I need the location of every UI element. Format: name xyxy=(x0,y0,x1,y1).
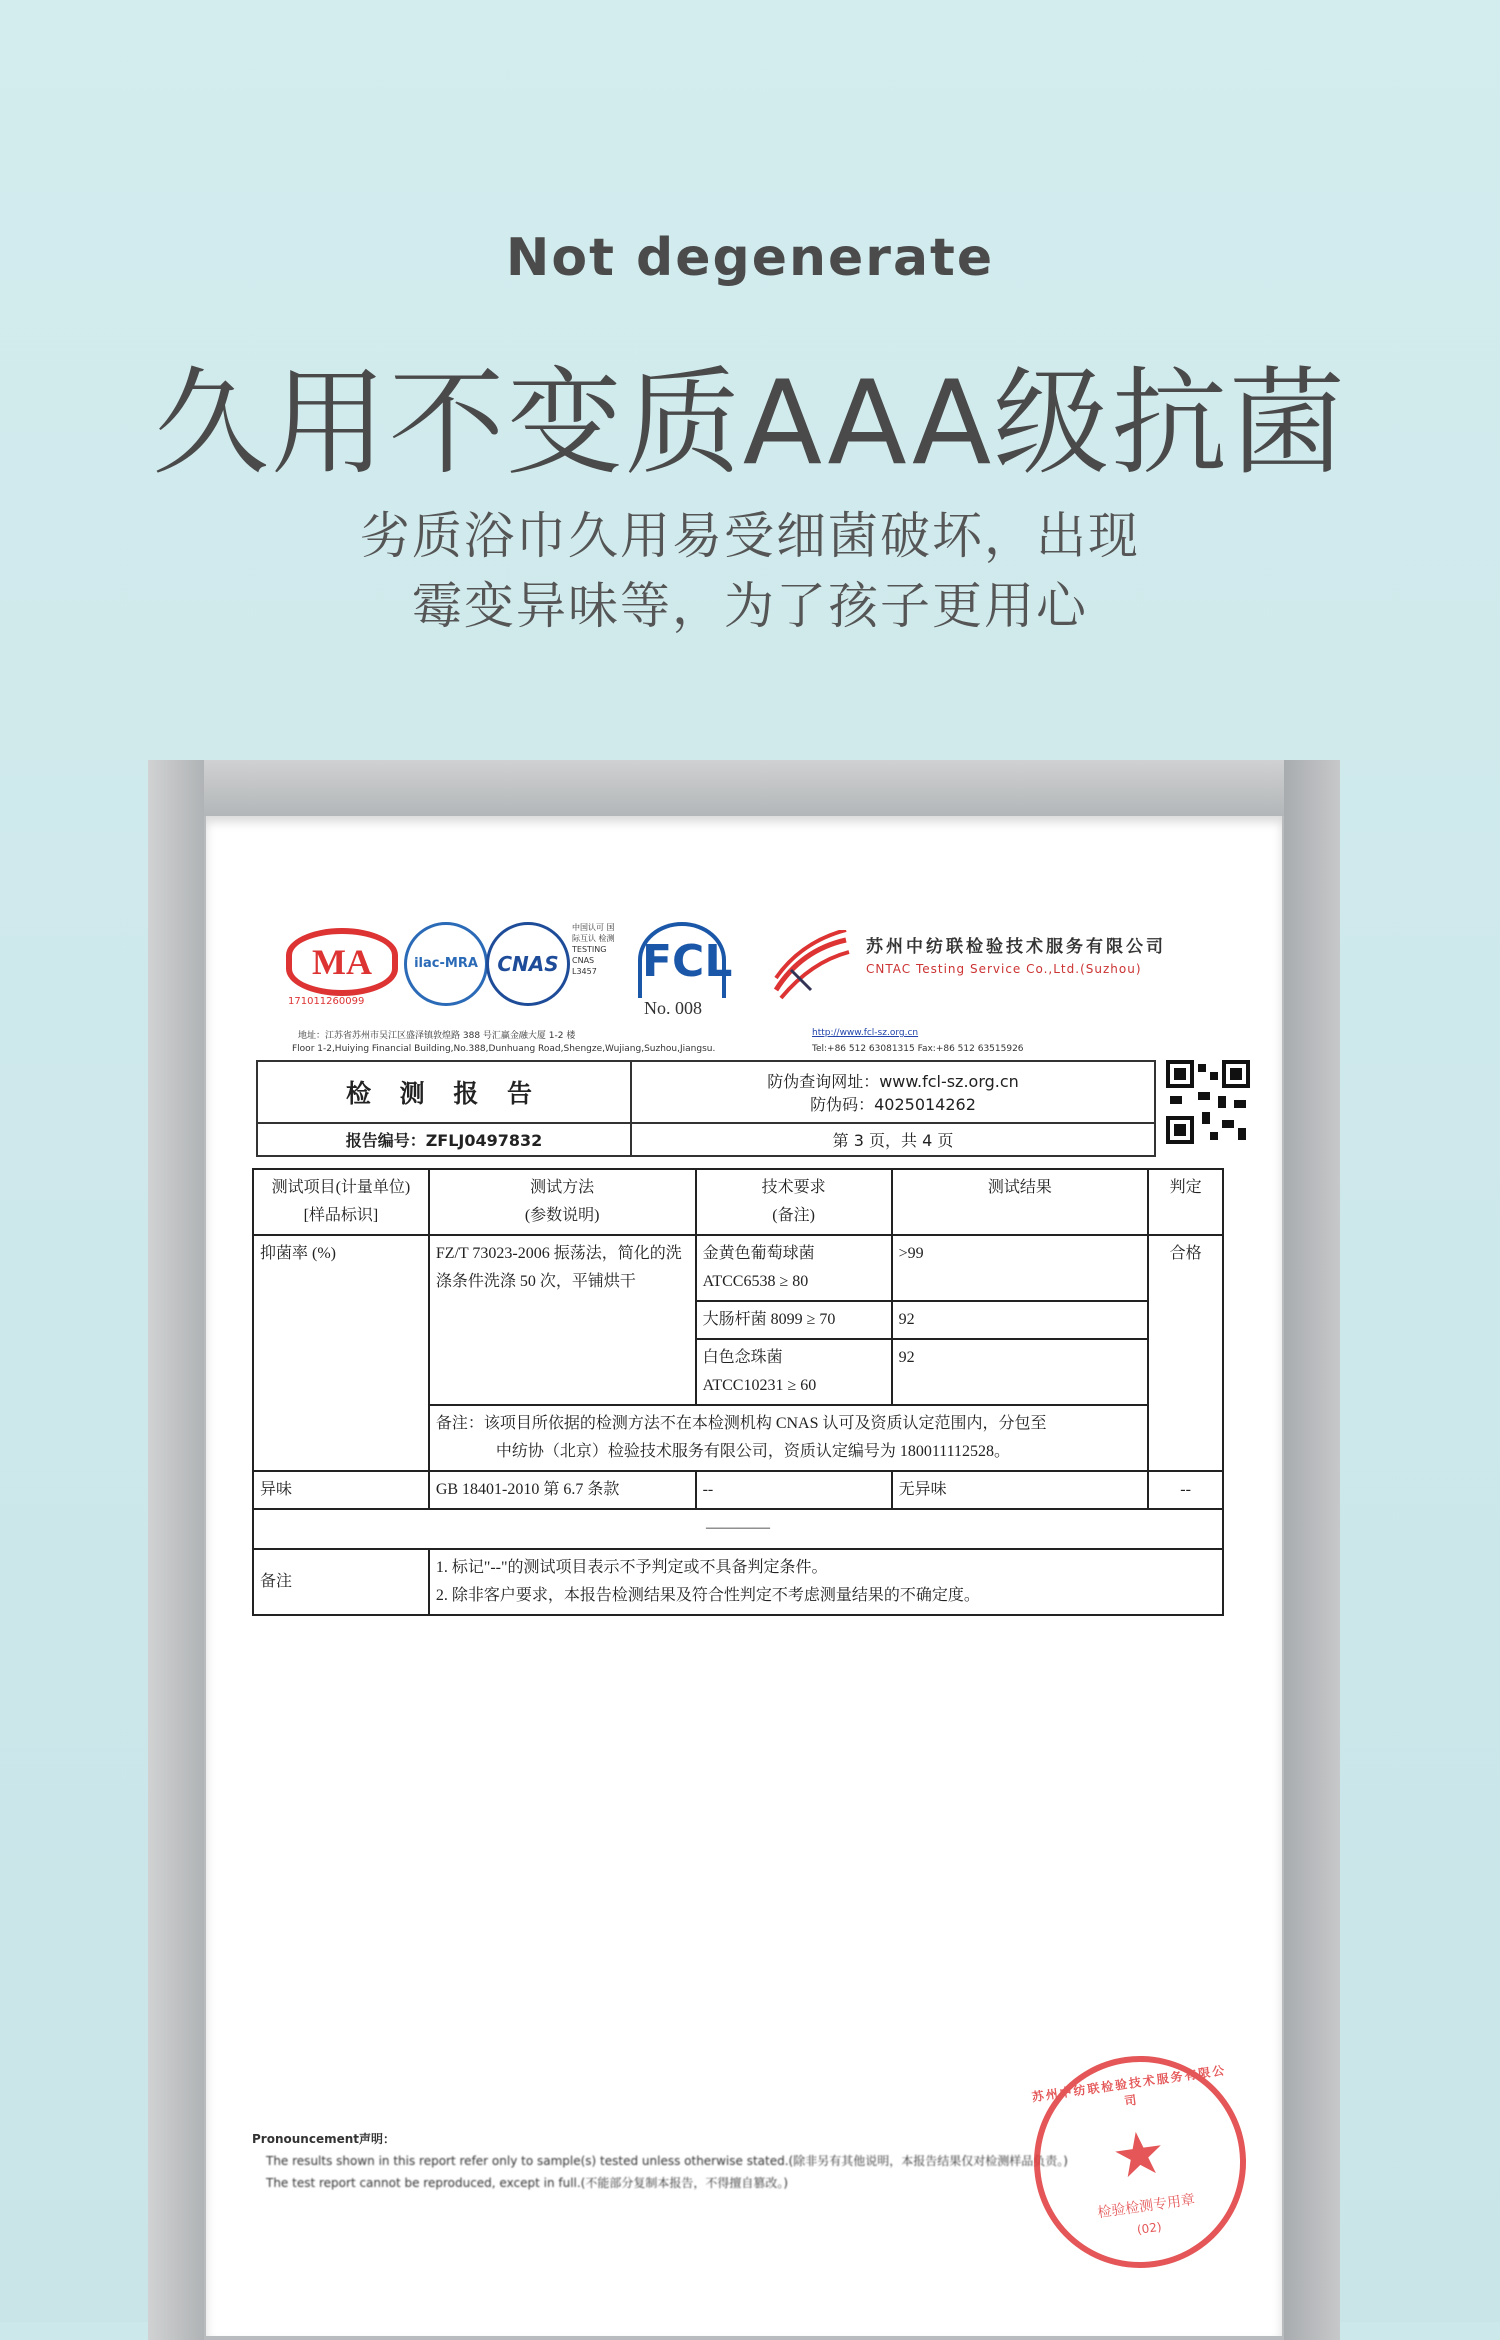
note-line-2: 中纺协（北京）检验技术服务有限公司，资质认定编号为 180011112528。 xyxy=(495,1443,1011,1460)
req-row-1 xyxy=(696,1235,892,1301)
stamp-text: 苏州中纺联检验技术服务有限公司 xyxy=(1030,2063,1228,2109)
antibac-method: FZ/T 73023-2006 振荡法，简化的洗涤条件洗涤 50 次，平铺烘干 xyxy=(429,1235,696,1405)
antibac-item: 抑菌率 (%) xyxy=(253,1235,429,1471)
req-row-3 xyxy=(696,1339,892,1405)
subtitle-english: Not degenerate xyxy=(505,228,995,288)
header-judge: 判定 xyxy=(1148,1169,1223,1235)
header-req-label: 技术要求 xyxy=(761,1179,826,1196)
verify-info xyxy=(631,1061,1155,1123)
report-title: 检 测 报 告 xyxy=(257,1061,631,1123)
cnas-logo: CNAS xyxy=(486,922,570,1006)
website-link[interactable]: http://www.fcl-sz.org.cn xyxy=(812,1028,919,1038)
pronouncement-title: Pronouncement声明： xyxy=(252,2132,396,2146)
result-row-2: 92 xyxy=(892,1301,1149,1339)
cnas-caption: 中国认可 国际互认 检测 TESTING CNAS L3457 xyxy=(572,923,615,976)
address-en: Floor 1-2,Huiying Financial Building,No.388,Dunhuang Road,Shengze,Wujiang,Suzhou,Jiangsu. xyxy=(292,1044,716,1054)
pronouncement-line-1: The results shown in this report refer only to sample(s) tested unless otherwise stated.(除非另有其他说明，本报告结果仅对检测样品负责。) xyxy=(266,2154,1068,2168)
remarks xyxy=(429,1549,1223,1615)
tel-fax: Tel:+86 512 63081315 Fax:+86 512 63515926 xyxy=(812,1044,1024,1054)
description-line-2: 霉变异味等，为了孩子更用心 xyxy=(412,577,1088,635)
company-name-en: CNTAC Testing Service Co.,Ltd.(Suzhou) xyxy=(866,962,1142,976)
ilac-mra-logo: ilac-MRA xyxy=(404,922,488,1006)
req-row-2: 大肠杆菌 8099 ≥ 70 xyxy=(696,1301,892,1339)
frame-right-edge xyxy=(1284,760,1340,2340)
report-logos xyxy=(286,916,1246,1026)
header-item-label: 测试项目(计量单位) xyxy=(271,1179,411,1196)
headline: 久用不变质AAA级抗菌 xyxy=(152,356,1348,491)
fcl-number: No. 008 xyxy=(644,998,702,1018)
report-number: 报告编号：ZFLJ0497832 xyxy=(257,1123,631,1156)
odor-item: 异味 xyxy=(253,1471,429,1509)
header-item-sub: [样品标识] xyxy=(303,1207,379,1224)
official-seal-stamp xyxy=(1020,2042,1259,2281)
req-row-3-line2: ATCC10231 ≥ 60 xyxy=(702,1377,817,1394)
verify-code: 防伪码：4025014262 xyxy=(810,1095,976,1114)
antibac-note xyxy=(429,1405,1148,1471)
header-method-label: 测试方法 xyxy=(530,1179,595,1196)
header-req-sub: (备注) xyxy=(772,1207,815,1224)
test-results-table xyxy=(252,1168,1224,1616)
header-method xyxy=(429,1169,696,1235)
result-row-1: >99 xyxy=(892,1235,1149,1301)
remark-label: 备注 xyxy=(253,1549,429,1615)
req-row-3-line1: 白色念珠菌 xyxy=(702,1349,783,1366)
fcl-logo: FCL xyxy=(638,922,726,998)
header-item xyxy=(253,1169,429,1235)
header-result: 测试结果 xyxy=(892,1169,1149,1235)
odor-judge: -- xyxy=(1148,1471,1223,1509)
ma-number: 171011260099 xyxy=(288,996,365,1007)
test-report-document xyxy=(206,816,1282,2336)
req-row-1-line2: ATCC6538 ≥ 80 xyxy=(702,1273,809,1290)
divider-row: ———— xyxy=(253,1509,1223,1549)
header-requirement xyxy=(696,1169,892,1235)
result-row-3: 92 xyxy=(892,1339,1149,1405)
verify-url: 防伪查询网址：www.fcl-sz.org.cn xyxy=(767,1072,1019,1091)
page-info: 第 3 页，共 4 页 xyxy=(631,1123,1155,1156)
address-cn: 地址：江苏省苏州市吴江区盛泽镇敦煌路 388 号汇赢金融大厦 1-2 楼 xyxy=(298,1031,576,1041)
qr-code-icon xyxy=(1166,1060,1250,1144)
star-icon: ★ xyxy=(1107,2116,1171,2194)
note-line-1: 备注：该项目所依据的检测方法不在本检测机构 CNAS 认可及资质认定范围内，分包至 xyxy=(435,1415,1047,1432)
odor-method: GB 18401-2010 第 6.7 条款 xyxy=(429,1471,696,1509)
ma-logo: MA xyxy=(286,928,398,996)
stamp-inner: 检验检测专用章 xyxy=(1096,2191,1196,2222)
pronouncement-line-2: The test report cannot be reproduced, except in full.(不能部分复制本报告，不得擅自篡改。) xyxy=(266,2176,789,2190)
stamp-code: (02) xyxy=(1136,2219,1163,2237)
header-method-sub: (参数说明) xyxy=(524,1207,600,1224)
company-name-cn: 苏州中纺联检验技术服务有限公司 xyxy=(866,937,1166,957)
remark-1: 1. 标记"--"的测试项目表示不予判定或不具备判定条件。 xyxy=(435,1559,828,1576)
odor-requirement: -- xyxy=(696,1471,892,1509)
req-row-1-line1: 金黄色葡萄球菌 xyxy=(702,1245,815,1262)
antibac-judge: 合格 xyxy=(1148,1235,1223,1471)
report-title-block xyxy=(256,1060,1156,1157)
odor-result: 无异味 xyxy=(892,1471,1149,1509)
description-line-1: 劣质浴巾久用易受细菌破坏，出现 xyxy=(360,507,1140,565)
remark-2: 2. 除非客户要求，本报告检测结果及符合性判定不考虑测量结果的不确定度。 xyxy=(435,1587,980,1604)
cntac-ribbon-logo xyxy=(771,930,851,1000)
